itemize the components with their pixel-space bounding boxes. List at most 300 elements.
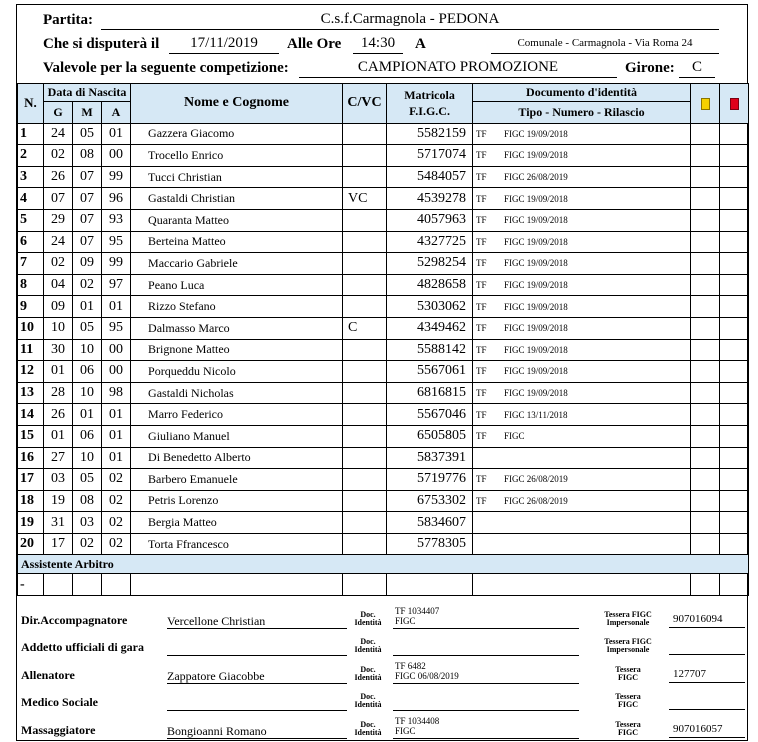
player-name: Torta Ffrancesco bbox=[131, 533, 343, 555]
documento-rilascio: FIGC 19/09/2018 bbox=[504, 258, 568, 269]
col-data-nascita: Data di Nascita bbox=[44, 84, 131, 102]
table-row bbox=[18, 123, 749, 145]
matricola: 5567046 bbox=[387, 404, 473, 426]
birth-month: 02 bbox=[73, 533, 102, 555]
col-nome: Nome e Cognome bbox=[131, 84, 343, 124]
birth-month: 08 bbox=[73, 490, 102, 512]
staff-tessera-value: 127707 bbox=[669, 668, 745, 683]
yellow-card-cell bbox=[691, 231, 720, 253]
documento-tipo: TF bbox=[476, 280, 487, 291]
birth-year: 01 bbox=[102, 123, 131, 145]
col-matricola: Matricola F.I.G.C. bbox=[387, 84, 473, 124]
staff-person bbox=[167, 696, 347, 711]
partita-label: Partita: bbox=[43, 12, 93, 28]
documento bbox=[473, 339, 691, 361]
table-row bbox=[18, 382, 749, 404]
birth-year: 02 bbox=[102, 469, 131, 491]
documento-tipo: TF bbox=[476, 172, 487, 183]
documento-tipo: TF bbox=[476, 128, 487, 139]
staff-tessera-label: Tessera FIGC bbox=[615, 692, 641, 710]
table-row bbox=[18, 296, 749, 318]
yellow-card-cell bbox=[691, 166, 720, 188]
player-name: Gazzera Giacomo bbox=[131, 123, 343, 145]
birth-month: 05 bbox=[73, 469, 102, 491]
matricola: 5303062 bbox=[387, 296, 473, 318]
col-g: G bbox=[44, 102, 73, 124]
player-number: 2 bbox=[18, 145, 44, 167]
staff-doc-label: Doc. Identità bbox=[354, 692, 382, 710]
matricola: 5588142 bbox=[387, 339, 473, 361]
captain-flag bbox=[343, 123, 387, 145]
table-row bbox=[18, 145, 749, 167]
staff-row bbox=[17, 715, 748, 742]
captain-flag bbox=[343, 209, 387, 231]
table-row bbox=[18, 533, 749, 555]
player-number: 4 bbox=[18, 188, 44, 210]
assistente-m bbox=[73, 574, 102, 596]
birth-day: 04 bbox=[44, 274, 73, 296]
staff-role: Medico Sociale bbox=[21, 695, 98, 710]
distinta-sheet bbox=[16, 4, 748, 741]
captain-flag bbox=[343, 274, 387, 296]
assistente-row-n: - bbox=[18, 574, 44, 596]
player-number: 10 bbox=[18, 317, 44, 339]
birth-day: 19 bbox=[44, 490, 73, 512]
player-number: 3 bbox=[18, 166, 44, 188]
birth-month: 03 bbox=[73, 512, 102, 534]
staff-role: Dir.Accompagnatore bbox=[21, 613, 128, 627]
red-card-cell bbox=[720, 404, 749, 426]
documento bbox=[473, 404, 691, 426]
birth-year: 00 bbox=[102, 145, 131, 167]
red-card-cell bbox=[720, 145, 749, 167]
player-number: 8 bbox=[18, 274, 44, 296]
yellow-card-cell bbox=[691, 490, 720, 512]
documento-rilascio: FIGC 19/09/2018 bbox=[504, 301, 568, 312]
yellow-card-cell bbox=[691, 382, 720, 404]
birth-year: 02 bbox=[102, 533, 131, 555]
table-row bbox=[18, 469, 749, 491]
birth-month: 08 bbox=[73, 145, 102, 167]
documento-tipo: TF bbox=[476, 193, 487, 204]
yellow-card-cell bbox=[691, 296, 720, 318]
documento-rilascio: FIGC 13/11/2018 bbox=[504, 409, 568, 420]
player-name: Bergia Matteo bbox=[131, 512, 343, 534]
documento-rilascio: FIGC 19/09/2018 bbox=[504, 215, 568, 226]
birth-month: 07 bbox=[73, 188, 102, 210]
player-name: Gastaldi Nicholas bbox=[131, 382, 343, 404]
red-card-cell bbox=[720, 317, 749, 339]
staff-person: Zappatore Giacobbe bbox=[167, 669, 347, 684]
table-row bbox=[18, 209, 749, 231]
matricola: 5778305 bbox=[387, 533, 473, 555]
yellow-card-cell bbox=[691, 339, 720, 361]
matricola: 5298254 bbox=[387, 253, 473, 275]
birth-year: 99 bbox=[102, 166, 131, 188]
table-row bbox=[18, 188, 749, 210]
captain-flag bbox=[343, 296, 387, 318]
players-table bbox=[17, 83, 749, 596]
birth-day: 26 bbox=[44, 404, 73, 426]
assistente-a bbox=[102, 574, 131, 596]
staff-row bbox=[17, 687, 748, 714]
red-card-cell bbox=[720, 425, 749, 447]
birth-year: 00 bbox=[102, 339, 131, 361]
staff-row bbox=[17, 605, 748, 632]
table-row bbox=[18, 231, 749, 253]
documento bbox=[473, 166, 691, 188]
staff-tessera-label: Tessera FIGC Impersonale bbox=[604, 637, 652, 655]
matricola: 4327725 bbox=[387, 231, 473, 253]
birth-year: 93 bbox=[102, 209, 131, 231]
player-number: 18 bbox=[18, 490, 44, 512]
staff-row bbox=[17, 660, 748, 687]
red-card-cell bbox=[720, 490, 749, 512]
player-name: Maccario Gabriele bbox=[131, 253, 343, 275]
birth-day: 28 bbox=[44, 382, 73, 404]
birth-year: 95 bbox=[102, 317, 131, 339]
documento-rilascio: FIGC bbox=[504, 431, 525, 442]
player-name: Brignone Matteo bbox=[131, 339, 343, 361]
captain-flag bbox=[343, 361, 387, 383]
birth-month: 06 bbox=[73, 425, 102, 447]
yellow-card-cell bbox=[691, 317, 720, 339]
birth-month: 10 bbox=[73, 382, 102, 404]
documento-tipo: TF bbox=[476, 409, 487, 420]
player-number: 15 bbox=[18, 425, 44, 447]
staff-person: Vercellone Christian bbox=[167, 614, 347, 629]
documento-rilascio: FIGC 19/09/2018 bbox=[504, 388, 568, 399]
birth-month: 10 bbox=[73, 447, 102, 469]
player-number: 16 bbox=[18, 447, 44, 469]
col-m: M bbox=[73, 102, 102, 124]
birth-year: 01 bbox=[102, 404, 131, 426]
yellow-card-cell bbox=[691, 209, 720, 231]
documento bbox=[473, 296, 691, 318]
player-number: 13 bbox=[18, 382, 44, 404]
documento bbox=[473, 512, 691, 534]
documento bbox=[473, 188, 691, 210]
staff-tessera-value: 907016057 bbox=[669, 723, 745, 738]
birth-day: 26 bbox=[44, 166, 73, 188]
birth-month: 07 bbox=[73, 231, 102, 253]
player-name: Barbero Emanuele bbox=[131, 469, 343, 491]
documento bbox=[473, 447, 691, 469]
assistente-nome bbox=[131, 574, 343, 596]
birth-month: 02 bbox=[73, 274, 102, 296]
birth-day: 24 bbox=[44, 231, 73, 253]
staff-person bbox=[167, 641, 347, 656]
staff-doc-label: Doc. Identità bbox=[354, 664, 382, 682]
yellow-card-cell bbox=[691, 404, 720, 426]
birth-day: 09 bbox=[44, 296, 73, 318]
captain-flag bbox=[343, 469, 387, 491]
col-documento: Documento d'identità bbox=[473, 84, 691, 102]
col-cvc: C/VC bbox=[343, 84, 387, 124]
documento-rilascio: FIGC 19/09/2018 bbox=[504, 344, 568, 355]
birth-day: 02 bbox=[44, 145, 73, 167]
documento-tipo: TF bbox=[476, 150, 487, 161]
birth-month: 07 bbox=[73, 209, 102, 231]
yellow-card-cell bbox=[691, 145, 720, 167]
captain-flag bbox=[343, 382, 387, 404]
documento-tipo: TF bbox=[476, 366, 487, 377]
birth-month: 06 bbox=[73, 361, 102, 383]
birth-year: 02 bbox=[102, 512, 131, 534]
staff-role: Massaggiatore bbox=[21, 722, 96, 737]
table-row bbox=[18, 512, 749, 534]
birth-month: 01 bbox=[73, 296, 102, 318]
col-red bbox=[720, 84, 749, 124]
staff-person: Bongioanni Romano bbox=[167, 724, 347, 739]
staff-doc-value: TF 1034408 FIGC bbox=[393, 716, 579, 739]
col-yellow bbox=[691, 84, 720, 124]
staff-role: Addetto ufficiali di gara bbox=[21, 640, 144, 655]
player-number: 14 bbox=[18, 404, 44, 426]
birth-day: 03 bbox=[44, 469, 73, 491]
assistente-yellow bbox=[691, 574, 720, 596]
captain-flag bbox=[343, 533, 387, 555]
table-row bbox=[18, 317, 749, 339]
yellow-card-cell bbox=[691, 425, 720, 447]
col-documento-sub: Tipo - Numero - Rilascio bbox=[473, 102, 691, 124]
player-name: Giuliano Manuel bbox=[131, 425, 343, 447]
matricola: 5717074 bbox=[387, 145, 473, 167]
captain-flag bbox=[343, 231, 387, 253]
table-row bbox=[18, 425, 749, 447]
documento bbox=[473, 490, 691, 512]
red-card-cell bbox=[720, 382, 749, 404]
venue-value: Comunale - Carmagnola - Via Roma 24 bbox=[491, 34, 719, 54]
documento-rilascio: FIGC 19/09/2018 bbox=[504, 193, 568, 204]
partita-value: C.s.f.Carmagnola - PEDONA bbox=[101, 10, 719, 30]
documento bbox=[473, 231, 691, 253]
staff-doc-value bbox=[393, 688, 579, 711]
staff-doc-label: Doc. Identità bbox=[354, 637, 382, 655]
table-row bbox=[18, 253, 749, 275]
documento-rilascio: FIGC 19/09/2018 bbox=[504, 280, 568, 291]
red-card-cell bbox=[720, 253, 749, 275]
assistente-doc bbox=[473, 574, 691, 596]
birth-month: 05 bbox=[73, 123, 102, 145]
red-card-cell bbox=[720, 123, 749, 145]
documento-tipo: TF bbox=[476, 301, 487, 312]
matricola: 5837391 bbox=[387, 447, 473, 469]
yellow-card-cell bbox=[691, 188, 720, 210]
player-number: 5 bbox=[18, 209, 44, 231]
table-row bbox=[18, 490, 749, 512]
col-n: N. bbox=[18, 84, 44, 124]
staff-row bbox=[17, 632, 748, 659]
documento-rilascio: FIGC 26/08/2019 bbox=[504, 474, 568, 485]
documento bbox=[473, 145, 691, 167]
matricola: 4349462 bbox=[387, 317, 473, 339]
documento bbox=[473, 317, 691, 339]
birth-year: 96 bbox=[102, 188, 131, 210]
birth-day: 29 bbox=[44, 209, 73, 231]
staff-doc-value: TF 1034407 FIGC bbox=[393, 606, 579, 629]
documento-rilascio: FIGC 19/09/2018 bbox=[504, 323, 568, 334]
matricola: 4828658 bbox=[387, 274, 473, 296]
birth-day: 27 bbox=[44, 447, 73, 469]
player-number: 7 bbox=[18, 253, 44, 275]
staff-tessera-label: Tessera FIGC Impersonale bbox=[604, 610, 652, 627]
yellow-card-icon bbox=[701, 98, 710, 110]
staff-tessera-label: Tessera FIGC bbox=[615, 664, 641, 682]
competizione-value: CAMPIONATO PROMOZIONE bbox=[299, 58, 617, 78]
ore-label: Alle Ore bbox=[287, 36, 342, 52]
ore-value: 14:30 bbox=[353, 34, 403, 54]
documento-tipo: TF bbox=[476, 388, 487, 399]
captain-flag bbox=[343, 253, 387, 275]
documento-tipo: TF bbox=[476, 474, 487, 485]
documento bbox=[473, 469, 691, 491]
birth-year: 01 bbox=[102, 296, 131, 318]
birth-day: 07 bbox=[44, 188, 73, 210]
table-row bbox=[18, 166, 749, 188]
captain-flag bbox=[343, 490, 387, 512]
player-number: 12 bbox=[18, 361, 44, 383]
captain-flag bbox=[343, 512, 387, 534]
staff-tessera-value: 907016094 bbox=[669, 613, 745, 628]
yellow-card-cell bbox=[691, 253, 720, 275]
col-a: A bbox=[102, 102, 131, 124]
documento-tipo: TF bbox=[476, 258, 487, 269]
red-card-cell bbox=[720, 274, 749, 296]
red-card-cell bbox=[720, 512, 749, 534]
player-name: Gastaldi Christian bbox=[131, 188, 343, 210]
captain-flag: VC bbox=[343, 188, 387, 210]
girone-value: C bbox=[679, 58, 715, 78]
birth-year: 00 bbox=[102, 361, 131, 383]
birth-month: 05 bbox=[73, 317, 102, 339]
assistente-red bbox=[720, 574, 749, 596]
matricola: 5582159 bbox=[387, 123, 473, 145]
birth-year: 95 bbox=[102, 231, 131, 253]
player-name: Tucci Christian bbox=[131, 166, 343, 188]
red-card-cell bbox=[720, 188, 749, 210]
documento-rilascio: FIGC 19/09/2018 bbox=[504, 128, 568, 139]
documento-rilascio: FIGC 19/09/2018 bbox=[504, 150, 568, 161]
birth-year: 97 bbox=[102, 274, 131, 296]
captain-flag bbox=[343, 166, 387, 188]
player-number: 9 bbox=[18, 296, 44, 318]
captain-flag bbox=[343, 425, 387, 447]
player-number: 1 bbox=[18, 123, 44, 145]
documento-rilascio: FIGC 19/09/2018 bbox=[504, 366, 568, 377]
staff-doc-value bbox=[393, 633, 579, 656]
matricola: 6505805 bbox=[387, 425, 473, 447]
yellow-card-cell bbox=[691, 361, 720, 383]
birth-month: 09 bbox=[73, 253, 102, 275]
player-name: Dalmasso Marco bbox=[131, 317, 343, 339]
staff-tessera-value bbox=[669, 695, 745, 710]
documento-rilascio: FIGC 19/09/2018 bbox=[504, 236, 568, 247]
matricola: 5719776 bbox=[387, 469, 473, 491]
staff-tessera-label: Tessera FIGC bbox=[615, 719, 641, 737]
birth-day: 01 bbox=[44, 361, 73, 383]
yellow-card-cell bbox=[691, 533, 720, 555]
player-number: 17 bbox=[18, 469, 44, 491]
birth-day: 02 bbox=[44, 253, 73, 275]
documento-tipo: TF bbox=[476, 323, 487, 334]
yellow-card-cell bbox=[691, 274, 720, 296]
girone-label: Girone: bbox=[625, 60, 675, 76]
matricola: 5834607 bbox=[387, 512, 473, 534]
birth-month: 10 bbox=[73, 339, 102, 361]
birth-day: 30 bbox=[44, 339, 73, 361]
captain-flag bbox=[343, 404, 387, 426]
competizione-label: Valevole per la seguente competizione: bbox=[43, 60, 289, 76]
birth-day: 17 bbox=[44, 533, 73, 555]
yellow-card-cell bbox=[691, 447, 720, 469]
staff-doc-label: Doc. Identità bbox=[354, 610, 382, 627]
staff-role: Allenatore bbox=[21, 667, 75, 682]
red-card-cell bbox=[720, 296, 749, 318]
staff-doc-label: Doc. Identità bbox=[354, 719, 382, 737]
player-name: Peano Luca bbox=[131, 274, 343, 296]
player-name: Porqueddu Nicolo bbox=[131, 361, 343, 383]
documento bbox=[473, 361, 691, 383]
table-row bbox=[18, 447, 749, 469]
yellow-card-cell bbox=[691, 512, 720, 534]
player-number: 20 bbox=[18, 533, 44, 555]
red-card-cell bbox=[720, 231, 749, 253]
matricola: 6816815 bbox=[387, 382, 473, 404]
documento bbox=[473, 533, 691, 555]
captain-flag bbox=[343, 447, 387, 469]
documento bbox=[473, 382, 691, 404]
captain-flag: C bbox=[343, 317, 387, 339]
matricola: 6753302 bbox=[387, 490, 473, 512]
captain-flag bbox=[343, 339, 387, 361]
red-card-cell bbox=[720, 533, 749, 555]
player-number: 6 bbox=[18, 231, 44, 253]
a-label: A bbox=[415, 36, 426, 52]
birth-year: 99 bbox=[102, 253, 131, 275]
player-number: 19 bbox=[18, 512, 44, 534]
assistente-matricola bbox=[387, 574, 473, 596]
documento bbox=[473, 253, 691, 275]
red-card-cell bbox=[720, 469, 749, 491]
red-card-icon bbox=[730, 98, 739, 110]
documento-tipo: TF bbox=[476, 495, 487, 506]
player-name: Rizzo Stefano bbox=[131, 296, 343, 318]
birth-day: 01 bbox=[44, 425, 73, 447]
birth-year: 02 bbox=[102, 490, 131, 512]
assistente-g bbox=[44, 574, 73, 596]
staff-doc-value: TF 6482 FIGC 06/08/2019 bbox=[393, 661, 579, 684]
matricola: 5567061 bbox=[387, 361, 473, 383]
documento bbox=[473, 274, 691, 296]
yellow-card-cell bbox=[691, 469, 720, 491]
player-name: Petris Lorenzo bbox=[131, 490, 343, 512]
player-name: Marro Federico bbox=[131, 404, 343, 426]
birth-year: 98 bbox=[102, 382, 131, 404]
matricola: 4539278 bbox=[387, 188, 473, 210]
disputera-label: Che si disputerà il bbox=[43, 36, 160, 52]
documento bbox=[473, 123, 691, 145]
matricola: 5484057 bbox=[387, 166, 473, 188]
assistente-arbitro-label: Assistente Arbitro bbox=[18, 555, 749, 574]
birth-month: 01 bbox=[73, 404, 102, 426]
documento bbox=[473, 425, 691, 447]
player-number: 11 bbox=[18, 339, 44, 361]
matricola: 4057963 bbox=[387, 209, 473, 231]
birth-day: 31 bbox=[44, 512, 73, 534]
table-row bbox=[18, 274, 749, 296]
documento bbox=[473, 209, 691, 231]
